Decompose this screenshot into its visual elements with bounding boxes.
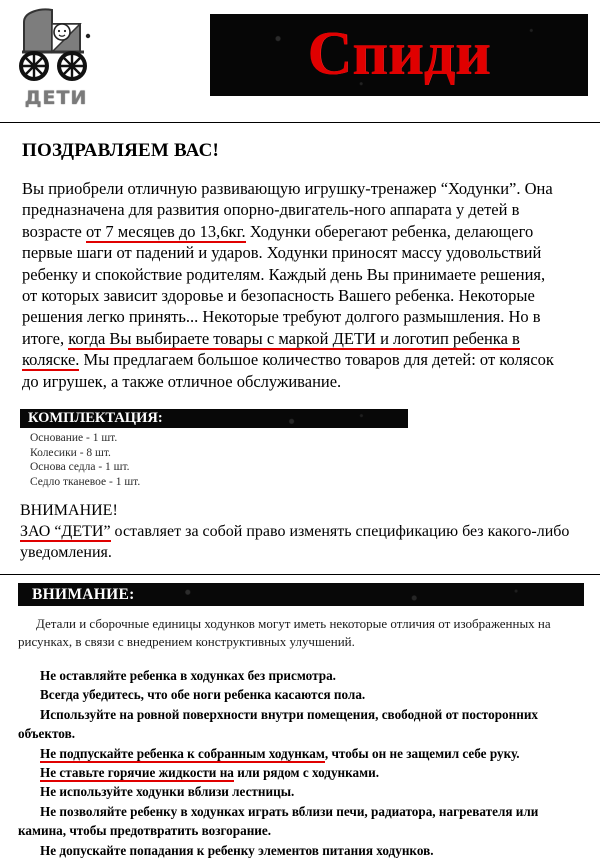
safety-rule-text: или рядом с ходунками. (233, 765, 380, 781)
baby-stroller-icon (10, 8, 102, 86)
safety-rule-item (18, 802, 586, 841)
safety-rule-text: Не используйте ходунки вблизи лестницы. (40, 784, 295, 800)
attention-notice-body (20, 521, 580, 563)
intro-highlight-brand: когда Вы выбираете товары с маркой ДЕТИ и логотип ребенка в коляске. (22, 328, 520, 370)
safety-rule-item (18, 744, 586, 763)
warning-section-bar (18, 583, 584, 606)
intro-text-part3: Мы предлагаем большое количество товаров для детей: от колясок до игрушек, а также отличное обслуживание. (22, 350, 554, 391)
warning-section-label: ВНИМАНИЕ: (32, 585, 135, 603)
list-item: Седло тканевое - 1 шт. (30, 475, 141, 488)
safety-rule-text: Всегда убедитесь, что обе ноги ребенка касаются пола. (40, 687, 366, 703)
title-banner (210, 14, 588, 96)
safety-rule-item (18, 705, 586, 744)
intro-highlight-age: от 7 месяцев до 13,6кг. (86, 221, 246, 241)
safety-rule-text: Не позволяйте ребенку в ходунках играть вблизи печи, радиатора, нагревателя или камина, чтобы предотвратить возгорание. (18, 803, 539, 839)
intro-paragraph (22, 178, 562, 392)
attention-notice-text: оставляет за собой право изменять спецификацию без какого-либо уведомления. (20, 523, 570, 561)
attention-notice (20, 500, 580, 563)
intro-text-part2: Ходунки оберегают ребенка, делающего первые шаги от падений и ударов. Ходунки приносят массу удовольствий ребенку и спокойствие родителям. Каждый день Вы принимаете решения, от которых зависит здоровье и безопасность Вашего ребенка. Некоторые решения легко принять... Некоторые требуют долгого размышления. Но в итоге, (22, 221, 546, 348)
safety-rule-highlight: Не ставьте горячие жидкости на (40, 765, 234, 781)
list-item: Основание - 1 шт. (30, 432, 118, 444)
attention-notice-company: ЗАО “ДЕТИ” (20, 523, 111, 540)
safety-rule-item (18, 841, 586, 860)
safety-rule-text: Не допускайте попадания к ребенку элементов питания ходунков. (40, 842, 434, 858)
safety-rule-item (18, 685, 586, 704)
list-item: Колесики - 8 шт. (30, 446, 111, 459)
safety-rule-text: Используйте на ровной поверхности внутри помещения, свободной от посторонних объектов. (18, 706, 539, 742)
warning-notice-text: Детали и сборочные единицы ходунков могут иметь некоторые отличия от изображенных на рисунках, в связи с внедрением конструктивных улучшений. (18, 616, 551, 649)
header-divider (0, 122, 600, 123)
attention-notice-heading: ВНИМАНИЕ! (20, 502, 118, 519)
document-header (0, 0, 600, 112)
warning-notice (18, 615, 584, 650)
safety-rule-highlight: Не подпускайте ребенка к собранным ходункам (40, 745, 325, 761)
page-title: ПОЗДРАВЛЯЕМ ВАС! (22, 140, 220, 161)
komplektacia-section-bar (20, 409, 408, 428)
brand-logo-text: ДЕТИ (24, 87, 88, 109)
intro-text-part1: Вы приобрели отличную развивающую игрушку-тренажер “Ходунки”. Она предназначена для развития опорно-двигатель-ного аппарата у детей в возрасте (22, 179, 553, 241)
komplektacia-label: КОМПЛЕКТАЦИЯ: (28, 410, 163, 426)
safety-rule-item (18, 666, 586, 685)
brand-logo (8, 8, 104, 112)
parts-list (30, 431, 140, 489)
product-title: Спиди (307, 19, 491, 88)
safety-rule-item (18, 782, 586, 801)
safety-rule-item (18, 763, 586, 782)
safety-rule-text: Не оставляйте ребенка в ходунках без присмотра. (40, 668, 336, 683)
section-divider (0, 574, 600, 575)
main-content (0, 128, 600, 858)
list-item: Основа седла - 1 шт. (30, 461, 130, 474)
safety-rules-list (18, 666, 586, 860)
safety-rule-text: , чтобы он не защемил себе руку. (324, 745, 520, 761)
